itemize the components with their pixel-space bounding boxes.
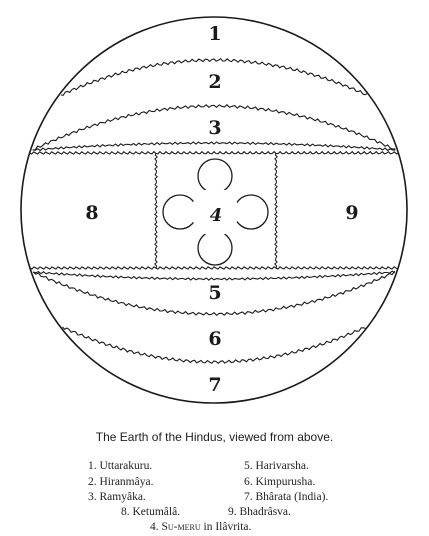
region-label-4: 4 bbox=[209, 205, 223, 226]
legend-item-5 bbox=[244, 460, 309, 472]
region-label-1: 1 bbox=[208, 23, 222, 45]
legend-number: 5. bbox=[244, 460, 253, 472]
legend-item-4 bbox=[150, 521, 251, 533]
legend-name-rest: in Ilâvrita. bbox=[200, 521, 252, 533]
legend-item-2 bbox=[88, 476, 153, 488]
legend-item-3 bbox=[88, 491, 146, 503]
region-label-6: 6 bbox=[208, 328, 222, 350]
region-label-2: 2 bbox=[208, 71, 222, 93]
legend-name: Ketumâlâ. bbox=[132, 506, 181, 518]
legend-number: 1. bbox=[88, 460, 97, 472]
legend-number: 9. bbox=[228, 506, 237, 518]
boundary-5-inner bbox=[33, 271, 395, 280]
legend-name: Hiranmâya. bbox=[99, 476, 154, 488]
legend-item-8 bbox=[121, 506, 180, 518]
legend-name: Bhadrâsva. bbox=[239, 506, 291, 518]
legend-name: Ramyâka. bbox=[99, 491, 146, 503]
legend-name: Harivarsha. bbox=[255, 460, 309, 472]
legend-number: 4. bbox=[150, 521, 159, 533]
legend-item-7 bbox=[244, 491, 328, 503]
legend-number: 6. bbox=[244, 476, 253, 488]
legend-name: Bhârata (India). bbox=[255, 491, 329, 503]
figure-caption: The Earth of the Hindus, viewed from above. bbox=[95, 430, 334, 444]
region-label-8: 8 bbox=[85, 202, 99, 224]
square-left-edge bbox=[155, 153, 157, 268]
region-label-7: 7 bbox=[208, 374, 222, 396]
legend-name-sumeru: Su-meru bbox=[161, 521, 201, 533]
legend-number: 2. bbox=[88, 476, 97, 488]
legend-item-1 bbox=[88, 460, 152, 472]
legend-number: 7. bbox=[244, 491, 253, 503]
boundary-3-middle bbox=[30, 152, 399, 154]
square-right-edge bbox=[275, 153, 277, 268]
legend-name: Uttarakuru. bbox=[99, 460, 153, 472]
region-label-5: 5 bbox=[208, 282, 222, 304]
boundary-3-inner bbox=[33, 142, 396, 151]
legend bbox=[0, 456, 429, 536]
legend-number: 8. bbox=[121, 506, 130, 518]
legend-number: 3. bbox=[88, 491, 97, 503]
boundary-middle-5 bbox=[30, 267, 398, 269]
legend-name: Kimpurusha. bbox=[255, 476, 316, 488]
legend-item-9 bbox=[228, 506, 291, 518]
region-label-3: 3 bbox=[208, 117, 222, 139]
legend-item-6 bbox=[244, 476, 315, 488]
region-label-9: 9 bbox=[345, 202, 359, 224]
